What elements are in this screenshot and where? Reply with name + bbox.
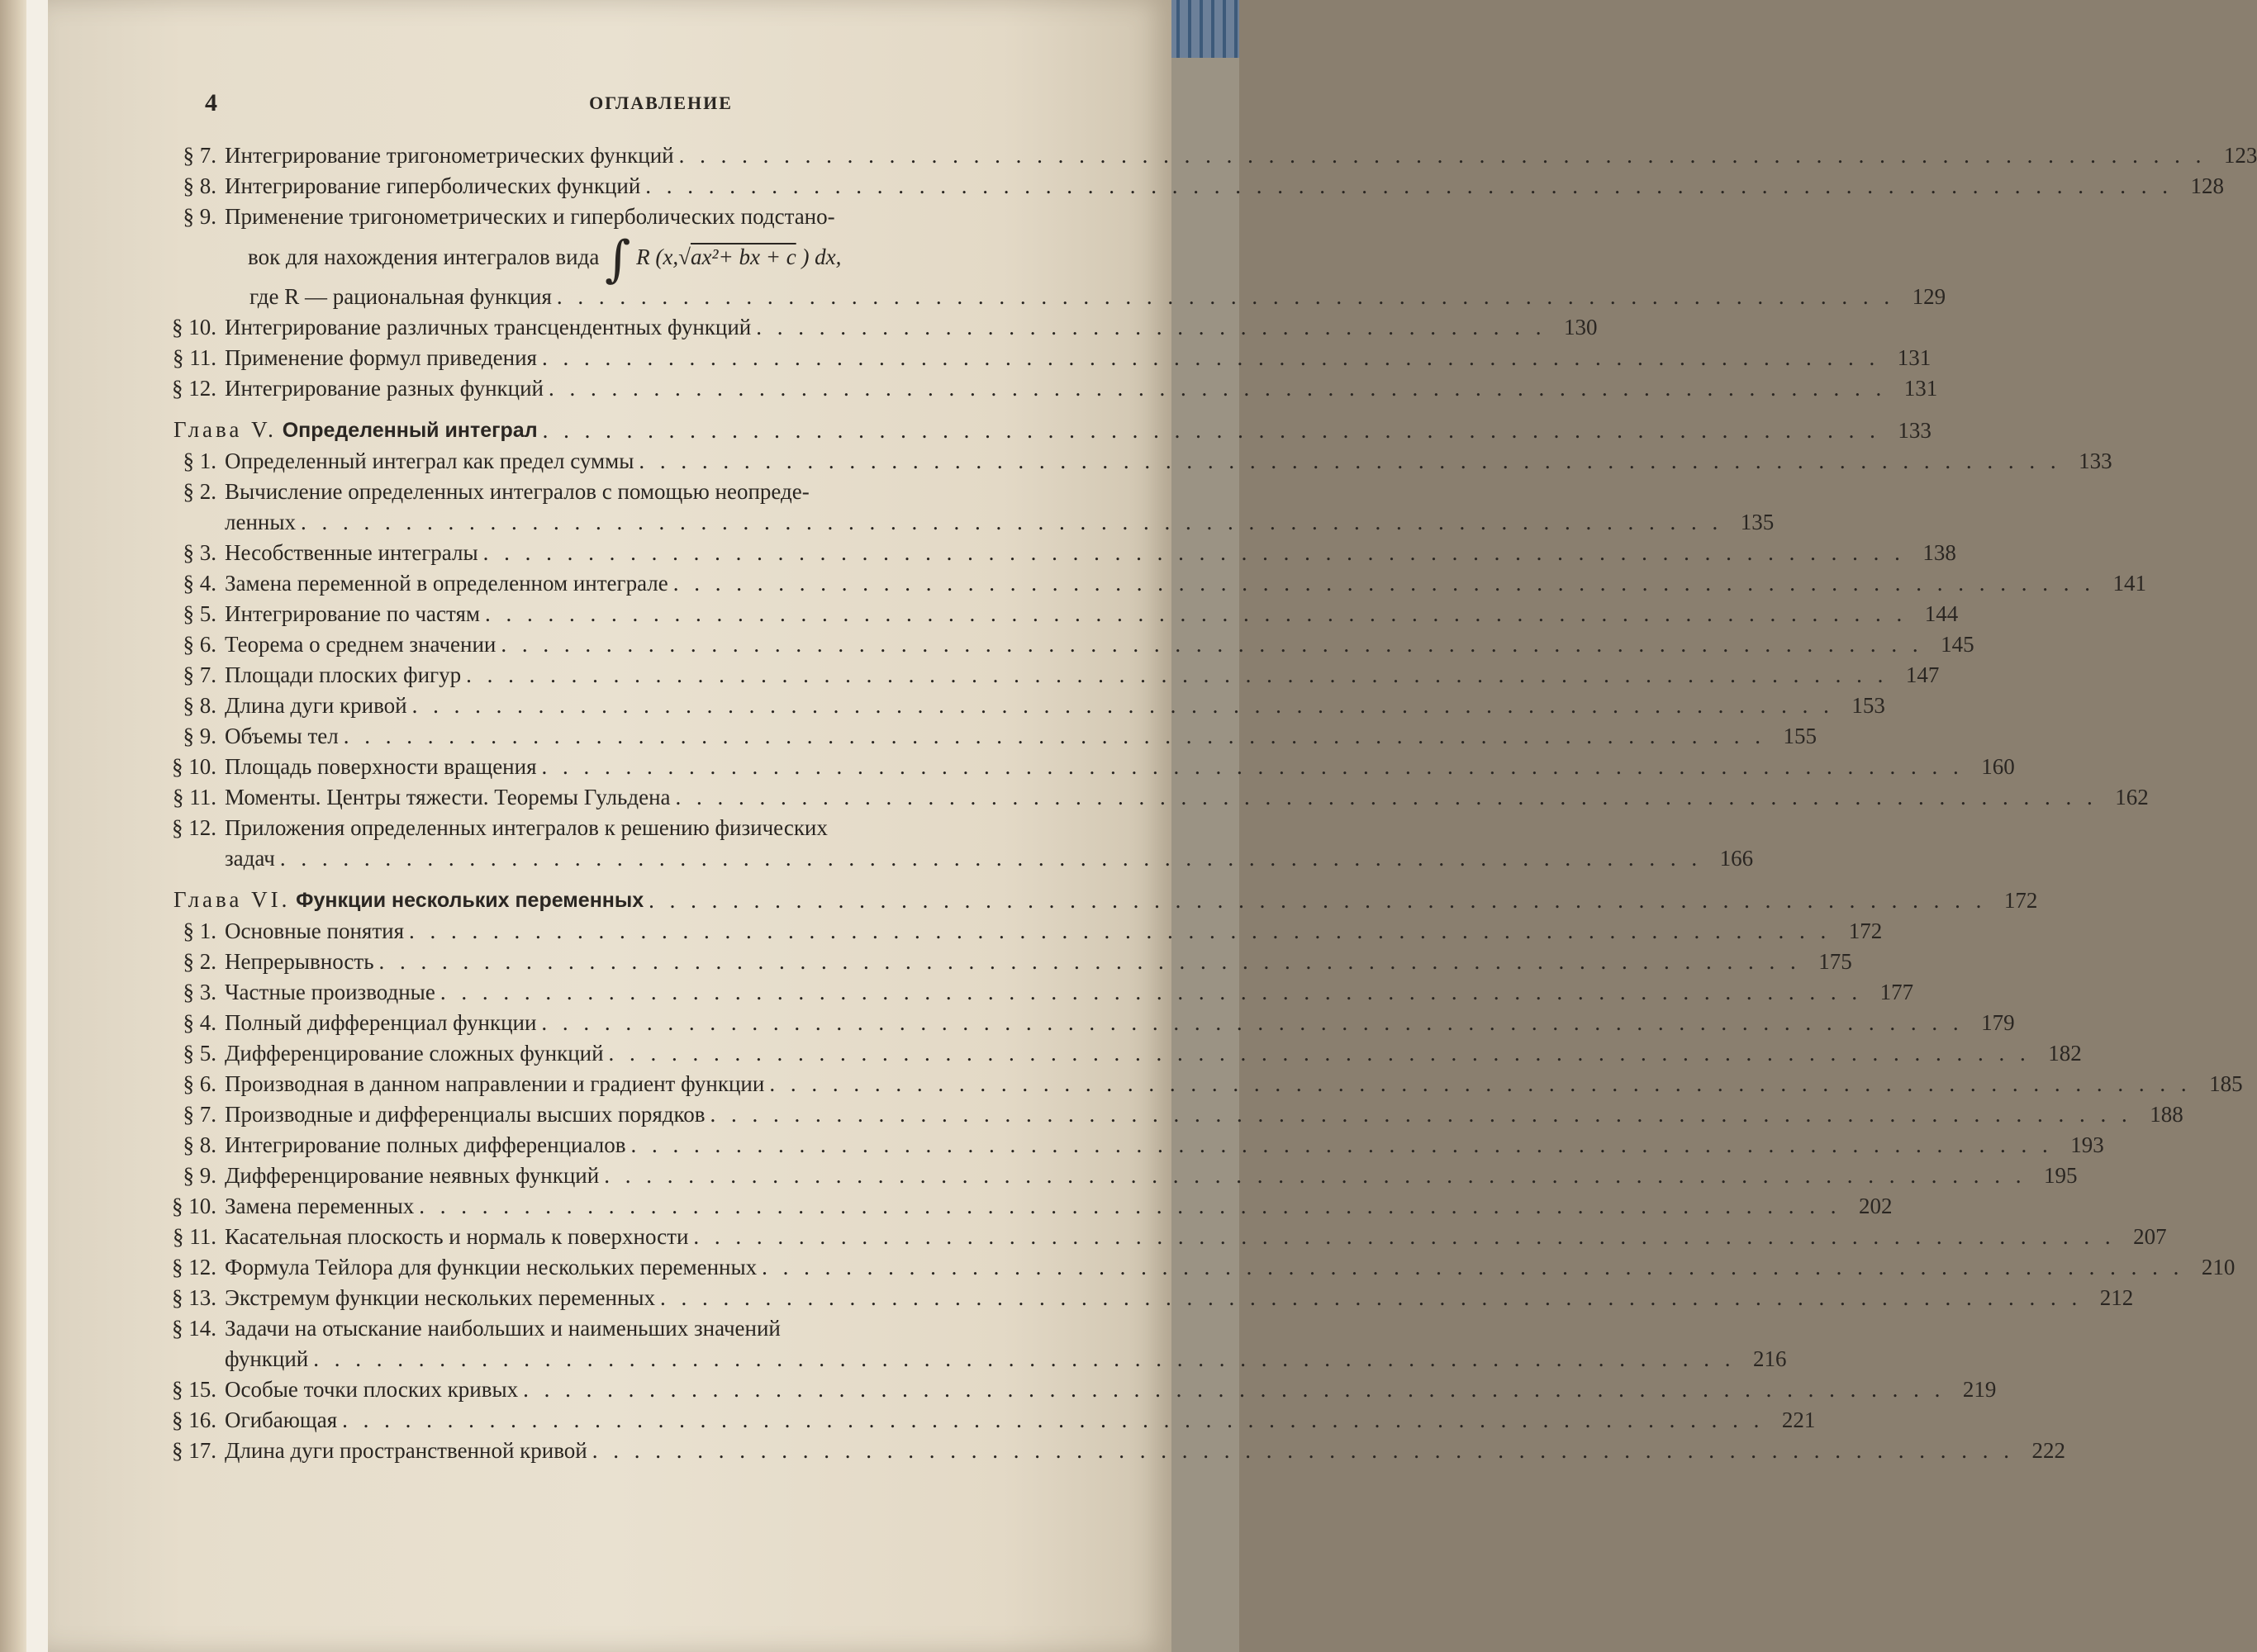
section-number: § 14. bbox=[172, 1316, 216, 1341]
toc-entry bbox=[149, 916, 1883, 947]
section-title: Приложения определенных интегралов к решению физических bbox=[225, 815, 828, 840]
section-number: § 9. bbox=[183, 204, 216, 229]
leader-dots: . . . . . . . . . . . . . . . . . . . . . . . . . . . . . . . . . . . . . . . . . . . . . . . . . . . . . . . . . . . . . . . . . . . . bbox=[411, 693, 1834, 718]
section-number: § 11. bbox=[173, 345, 216, 370]
page-header bbox=[198, 89, 1124, 122]
leader-dots: . . . . . . . . . . . . . . . . . . . . . . . . . . . . . . . . . . . . . . . . . . . . . . . . . . . . . . . . . . . . . . . . . . . . bbox=[419, 1194, 1841, 1218]
toc-entry bbox=[149, 813, 1124, 843]
radical-sign: √ bbox=[678, 244, 691, 269]
leader-dots: . . . . . . . . . . . . . . . . . . . . . . . . . . . . . . . . . . . . . . . . . . . . . . . . . . . . . . . . . . . . . . . . bbox=[556, 284, 1895, 309]
section-number: § 17. bbox=[172, 1438, 216, 1463]
leader-dots: . . . . . . . . . . . . . . . . . . . . . . . . . . . . . . . . . . . . . . . . . . . . . . . . . . . . . . . . . . . . . . . . . . . . bbox=[378, 949, 1801, 974]
toc-entry bbox=[149, 1222, 2167, 1252]
leader-dots: . . . . . . . . . . . . . . . . . . . . . . . . . . . . . . . . . . . . . . . . . . . . . . . . . . . . . . . . . . . . . . . . . . . . bbox=[301, 510, 1723, 534]
section-number: § 4. bbox=[183, 571, 216, 596]
toc-entry bbox=[149, 1130, 2104, 1161]
page-ref: 175 bbox=[1818, 949, 1852, 974]
leader-dots: . . . . . . . . . . . . . . . . . . . . . . . . . . . . . . . . . . . . . . bbox=[756, 315, 1547, 339]
toc-entry bbox=[149, 1283, 2134, 1313]
page-ref: 212 bbox=[2099, 1285, 2134, 1310]
section-number: § 7. bbox=[183, 143, 216, 168]
toc-entry bbox=[149, 629, 1974, 660]
background-pattern bbox=[1165, 0, 1239, 58]
page-ref: 123 bbox=[2223, 143, 2257, 168]
toc-entry bbox=[149, 1374, 1997, 1405]
chapter-heading bbox=[149, 885, 2038, 916]
section-number: § 10. bbox=[172, 1194, 216, 1218]
leader-dots: . . . . . . . . . . . . . . . . . . . . . . . . . . . . . . . . . . . . . . . . . . . . . . . . . . . . . . . . . . . . . . . . . . . . bbox=[541, 754, 1964, 779]
section-number: § 16. bbox=[172, 1408, 216, 1432]
section-number: § 6. bbox=[183, 632, 216, 657]
section-number: § 2. bbox=[183, 479, 216, 504]
section-number: § 12. bbox=[172, 1255, 216, 1279]
chapter5-sections bbox=[149, 446, 2149, 874]
toc-entry bbox=[149, 477, 1124, 507]
page-ref: 155 bbox=[1783, 724, 1817, 748]
leader-dots: . . . . . . . . . . . . . . . . . . . . . . . . . . . . . . . . . . . . . . . . . . . . . . . . . . . . . . . . . . . . . . . . . . . . bbox=[604, 1163, 2027, 1188]
section-title-continued: ленных bbox=[225, 510, 296, 534]
leader-dots: . . . . . . . . . . . . . . . . . . . . . . . . . . . . . . . . . . . . . . . . . . . . . . . . . . . . . . . . . . . . . . . . . . . . bbox=[541, 1010, 1964, 1035]
page-ref: 130 bbox=[1563, 315, 1598, 339]
section-title-continued: где R — рациональная функция bbox=[249, 284, 552, 309]
section-title: Частные производные bbox=[225, 980, 435, 1004]
toc-entry bbox=[149, 343, 1932, 373]
section-title: Моменты. Центры тяжести. Теоремы Гульдена bbox=[225, 785, 671, 809]
section-title: Теорема о среднем значении bbox=[225, 632, 497, 657]
page-ref: 144 bbox=[1924, 601, 1959, 626]
page-ref: 221 bbox=[1781, 1408, 1816, 1432]
page-ref: 188 bbox=[2150, 1102, 2183, 1127]
section-number: § 4. bbox=[183, 1010, 216, 1035]
section-title: Касательная плоскость и нормаль к поверхности bbox=[225, 1224, 689, 1249]
section-title: Площадь поверхности вращения bbox=[225, 754, 537, 779]
section-number: § 8. bbox=[183, 1132, 216, 1157]
section-title: Применение формул приведения bbox=[225, 345, 537, 370]
toc-entry bbox=[149, 373, 1938, 404]
section-title: Интегрирование различных трансцендентных функций bbox=[225, 315, 752, 339]
toc-entry bbox=[149, 691, 1885, 721]
leader-dots: . . . . . . . . . . . . . . . . . . . . . . . . . . . . . . . . . . . . . . . . . . . . . . . . . . . . . . . . . . . . . . . . . . . . bbox=[630, 1132, 2053, 1157]
toc-entry-continued bbox=[149, 282, 1946, 312]
page-ref: 131 bbox=[1903, 376, 1938, 401]
section-number: § 7. bbox=[183, 1102, 216, 1127]
page-ref: 138 bbox=[1922, 540, 1956, 565]
leader-dots: . . . . . . . . . . . . . . . . . . . . . . . . . . . . . . . . . . . . . . . . . . . . . . . . . . . . . . . . . . . . . . . . . . . . . . . . . bbox=[678, 143, 2207, 168]
section-number: § 6. bbox=[183, 1071, 216, 1096]
leader-dots: . . . . . . . . . . . . . . . . . . . . . . . . . . . . . . . . . . . . . . . . . . . . . . . . . . . . . . . . . . . . . . . . . . . . bbox=[660, 1285, 2083, 1310]
toc-entry bbox=[149, 202, 1124, 232]
section-title: Площади плоских фигур bbox=[225, 662, 462, 687]
page-ref: 219 bbox=[1962, 1377, 1997, 1402]
page-number: 4 bbox=[205, 89, 217, 116]
section-number: § 8. bbox=[183, 693, 216, 718]
integral-sign: ∫ bbox=[605, 230, 631, 288]
toc-entry bbox=[149, 782, 2149, 813]
page-ref: 179 bbox=[1981, 1010, 2015, 1035]
toc-entry bbox=[149, 171, 2225, 202]
toc-entry bbox=[149, 568, 2147, 599]
toc-entry bbox=[149, 1191, 1893, 1222]
leader-dots: . . . . . . . . . . . . . . . . . . . . . . . . . . . . . . . . . . . . . . . . . . . . . . . . . . . . . . . . . . . . . . . . . . . . bbox=[675, 785, 2098, 809]
leader-dots: . . . . . . . . . . . . . . . . . . . . . . . . . . . . . . . . . . . . . . . . . . . . . . . . . . . . . . . . . . . . . . . . . . . . bbox=[769, 1071, 2192, 1096]
page-ref: 128 bbox=[2190, 173, 2225, 198]
section-title: Экстремум функции нескольких переменных bbox=[225, 1285, 656, 1310]
section-title-continued: функций bbox=[225, 1346, 309, 1371]
section-title: Дифференцирование неявных функций bbox=[225, 1163, 600, 1188]
toc-entry bbox=[149, 1405, 1816, 1436]
leader-dots: . . . . . . . . . . . . . . . . . . . . . . . . . . . . . . . . . . . . . . . . . . . . . . . . . . . . . . . . . . . . . . . . . . . . bbox=[501, 632, 1923, 657]
page-ref: 133 bbox=[1898, 418, 1932, 443]
leader-dots: . . . . . . . . . . . . . . . . . . . . . . . . . . . . . . . . . . . . . . . . . . . . . . . . . . . . . . . . . . . . . . . . . . . . bbox=[466, 662, 1889, 687]
section-title: Определенный интеграл как предел суммы bbox=[225, 449, 634, 473]
section-number: § 5. bbox=[183, 601, 216, 626]
page-ref: 166 bbox=[1719, 846, 1754, 871]
section-title: Задачи на отыскание наибольших и наименьших значений bbox=[225, 1316, 781, 1341]
leader-dots: . . . . . . . . . . . . . . . . . . . . . . . . . . . . . . . . . . . . . . . . . . . . . . . . . . . . . . . . . . . . . . . . . . . . bbox=[484, 601, 1908, 626]
leader-dots: . . . . . . . . . . . . . . . . . . . . . . . . . . . . . . . . . . . . . . . . . . . . . . . . . . . . . . . . . . . . . . . . . . . . bbox=[343, 724, 1765, 748]
leader-dots: . . . . . . . . . . . . . . . . . . . . . . . . . . . . . . . . . . . . . . . . . . . . . . . . . . . . . . . . . . . . . . . . . . . . bbox=[672, 571, 2096, 596]
toc-entry bbox=[149, 1161, 2078, 1191]
section-title: Длина дуги кривой bbox=[225, 693, 407, 718]
page-ref: 207 bbox=[2133, 1224, 2167, 1249]
section-title: Несобственные интегралы bbox=[225, 540, 478, 565]
radicand: ax²+ bx + c bbox=[690, 244, 796, 269]
leader-dots: . . . . . . . . . . . . . . . . . . . . . . . . . . . . . . . . . . . . . . . . . . . . . . . . . . . . . . . . . . . . . . . . . . . . bbox=[440, 980, 1863, 1004]
page-ref: 195 bbox=[2043, 1163, 2078, 1188]
section-title: Длина дуги пространственной кривой bbox=[225, 1438, 587, 1463]
toc-entry bbox=[149, 312, 1598, 343]
leader-dots: . . . . . . . . . . . . . . . . . . . . . . . . . . . . . . . . . . . . . . . . . . . . . . . . . . . . . . . . . . . . . . . . . . . . bbox=[639, 449, 2061, 473]
toc-entry bbox=[149, 599, 1959, 629]
section-title: Интегрирование по частям bbox=[225, 601, 480, 626]
toc-entry-continued bbox=[149, 507, 1775, 538]
toc-entry bbox=[149, 1008, 2015, 1038]
page-ref: 131 bbox=[1897, 345, 1932, 370]
formula-open: (x, bbox=[655, 244, 679, 269]
section-number: § 1. bbox=[183, 449, 216, 473]
page-ref: 145 bbox=[1941, 632, 1974, 657]
leader-dots: . . . . . . . . . . . . . . . . . . . . . . . . . . . . . . . . . . . . . . . . . . . . . . . . . . . . . . . . . . . . . . . . bbox=[649, 888, 1987, 913]
leader-dots: . . . . . . . . . . . . . . . . . . . . . . . . . . . . . . . . . . . . . . . . . . . . . . . . . . . . . . . . . . . . . . . . bbox=[542, 418, 1880, 443]
section-title: Замена переменных bbox=[225, 1194, 415, 1218]
section-number: § 1. bbox=[183, 919, 216, 943]
leader-dots: . . . . . . . . . . . . . . . . . . . . . . . . . . . . . . . . . . . . . . . . . . . . . . . . . . . . . . . . . . . . . . . . . . . . bbox=[693, 1224, 2116, 1249]
toc-entry bbox=[149, 721, 1817, 752]
section-number: § 10. bbox=[172, 754, 216, 779]
section-number: § 9. bbox=[183, 724, 216, 748]
leader-dots: . . . . . . . . . . . . . . . . . . . . . . . . . . . . . . . . . . . . . . . . . . . . . . . . . . . . . . . . . . . . . . . . . . . . bbox=[710, 1102, 2132, 1127]
toc-entry bbox=[149, 1069, 2243, 1099]
section-title: Полный дифференциал функции bbox=[225, 1010, 537, 1035]
toc-entry-continued bbox=[149, 1344, 1787, 1374]
chapter-label: Глава VI. bbox=[173, 887, 291, 912]
page-ref: 129 bbox=[1912, 284, 1946, 309]
section-number: § 11. bbox=[173, 785, 216, 809]
section-title: Применение тригонометрических и гиперболических подстано- bbox=[225, 204, 835, 229]
toc-entry bbox=[149, 947, 1852, 977]
section-title: Замена переменной в определенном интеграле bbox=[225, 571, 668, 596]
section-number: § 12. bbox=[172, 376, 216, 401]
chapter-label: Глава V. bbox=[173, 417, 277, 442]
leader-dots: . . . . . . . . . . . . . . . . . . . . . . . . . . . . . . . . . . . . . . . . . . . . . . . . . . . . . . . . . . . . . . . . . . . . bbox=[523, 1377, 1946, 1402]
section-number: § 3. bbox=[183, 980, 216, 1004]
page-ref: 141 bbox=[2112, 571, 2147, 596]
section-number: § 7. bbox=[183, 662, 216, 687]
table-of-contents bbox=[149, 140, 2257, 1466]
section-number: § 12. bbox=[172, 815, 216, 840]
page-ref: 177 bbox=[1879, 980, 1914, 1004]
section-title: Интегрирование гиперболических функций bbox=[225, 173, 641, 198]
formula-close: ) dx, bbox=[801, 244, 842, 269]
toc-entry bbox=[149, 1436, 2065, 1466]
formula-r: R bbox=[636, 244, 650, 269]
toc-entry bbox=[149, 1252, 2236, 1283]
page-ref: 133 bbox=[2079, 449, 2112, 473]
page-ref: 172 bbox=[1848, 919, 1883, 943]
page-ref: 210 bbox=[2201, 1255, 2236, 1279]
section-number: § 15. bbox=[172, 1377, 216, 1402]
section-title: Производная в данном направлении и градиент функции bbox=[225, 1071, 765, 1096]
section-number: § 9. bbox=[183, 1163, 216, 1188]
chapter-title: Функции нескольких переменных bbox=[296, 889, 644, 912]
leader-dots: . . . . . . . . . . . . . . . . . . . . . . . . . . . . . . . . . . . . . . . . . . . . . . . . . . . . . . . . . . . . . . . . . . . . bbox=[482, 540, 1905, 565]
section-title: Объемы тел bbox=[225, 724, 339, 748]
section-title: Интегрирование тригонометрических функций bbox=[225, 143, 674, 168]
page-ref: 135 bbox=[1740, 510, 1775, 534]
section-title-continued: вок для нахождения интегралов вида bbox=[248, 244, 600, 269]
running-head: ОГЛАВЛЕНИЕ bbox=[589, 93, 733, 113]
section-title: Интегрирование разных функций bbox=[225, 376, 544, 401]
section-title: Основные понятия bbox=[225, 919, 404, 943]
section-title: Огибающая bbox=[225, 1408, 338, 1432]
section-title: Интегрирование полных дифференциалов bbox=[225, 1132, 626, 1157]
page-ref: 160 bbox=[1981, 754, 2015, 779]
leader-dots: . . . . . . . . . . . . . . . . . . . . . . . . . . . . . . . . . . . . . . . . . . . . . . . . . . . . . . . . . . . . . . . . bbox=[541, 345, 1880, 370]
page-ref: 193 bbox=[2070, 1132, 2104, 1157]
leader-dots: . . . . . . . . . . . . . . . . . . . . . . . . . . . . . . . . . . . . . . . . . . . . . . . . . . . . . . . . . . . . . . . . . . . . . . . . . bbox=[645, 173, 2174, 198]
page-ref: 172 bbox=[2003, 888, 2038, 913]
section-title: Формула Тейлора для функции нескольких переменных bbox=[225, 1255, 758, 1279]
page-ref: 147 bbox=[1905, 662, 1940, 687]
section-number: § 11. bbox=[173, 1224, 216, 1249]
section-title: Особые точки плоских кривых bbox=[225, 1377, 519, 1402]
page-ref: 153 bbox=[1851, 693, 1885, 718]
leader-dots: . . . . . . . . . . . . . . . . . . . . . . . . . . . . . . . . . . . . . . . . . . . . . . . . . . . . . . . . . . . . . . . . . . . . bbox=[342, 1408, 1765, 1432]
toc-entry bbox=[149, 1099, 2183, 1130]
formula-line bbox=[149, 230, 1124, 288]
toc-entry bbox=[149, 752, 2015, 782]
toc-entry-continued bbox=[149, 843, 1754, 874]
section-title-continued: задач bbox=[225, 846, 275, 871]
page-ref: 185 bbox=[2209, 1071, 2243, 1096]
chapter-title: Определенный интеграл bbox=[282, 419, 538, 442]
chapter6-sections bbox=[149, 916, 2243, 1466]
leader-dots: . . . . . . . . . . . . . . . . . . . . . . . . . . . . . . . . . . . . . . . . . . . . . . . . . . . . . . . . . . . . . . . . bbox=[549, 376, 1887, 401]
toc-entry bbox=[149, 660, 1940, 691]
toc-entry bbox=[149, 977, 1914, 1008]
section-number: § 8. bbox=[183, 173, 216, 198]
leader-dots: . . . . . . . . . . . . . . . . . . . . . . . . . . . . . . . . . . . . . . . . . . . . . . . . . . . . . . . . . . . . . . . . . . . . bbox=[313, 1346, 1736, 1371]
section-title: Вычисление определенных интегралов с помощью неопреде- bbox=[225, 479, 810, 504]
page-ref: 222 bbox=[2031, 1438, 2065, 1463]
section-title: Непрерывность bbox=[225, 949, 374, 974]
section-number: § 2. bbox=[183, 949, 216, 974]
leader-dots: . . . . . . . . . . . . . . . . . . . . . . . . . . . . . . . . . . . . . . . . . . . . . . . . . . . . . . . . . . . . . . . . . . . . bbox=[592, 1438, 2014, 1463]
section-number: § 3. bbox=[183, 540, 216, 565]
page-ref: 162 bbox=[2115, 785, 2149, 809]
leader-dots: . . . . . . . . . . . . . . . . . . . . . . . . . . . . . . . . . . . . . . . . . . . . . . . . . . . . . . . . . . . . . . . . . . . . bbox=[762, 1255, 2184, 1279]
toc-entry bbox=[149, 1038, 2082, 1069]
section-number: § 10. bbox=[172, 315, 216, 339]
leader-dots: . . . . . . . . . . . . . . . . . . . . . . . . . . . . . . . . . . . . . . . . . . . . . . . . . . . . . . . . . . . . . . . . . . . . bbox=[279, 846, 1703, 871]
page-ref: 182 bbox=[2048, 1041, 2082, 1066]
toc-entry bbox=[149, 1313, 1124, 1344]
leader-dots: . . . . . . . . . . . . . . . . . . . . . . . . . . . . . . . . . . . . . . . . . . . . . . . . . . . . . . . . . . . . . . . . . . . . bbox=[608, 1041, 2031, 1066]
page-ref: 202 bbox=[1859, 1194, 1893, 1218]
section-title: Производные и дифференциалы высших порядков bbox=[225, 1102, 706, 1127]
toc-entry bbox=[149, 140, 2257, 171]
leader-dots: . . . . . . . . . . . . . . . . . . . . . . . . . . . . . . . . . . . . . . . . . . . . . . . . . . . . . . . . . . . . . . . . . . . . bbox=[409, 919, 1832, 943]
section-number: § 13. bbox=[172, 1285, 216, 1310]
chapter-heading bbox=[149, 415, 1932, 446]
page-ref: 216 bbox=[1753, 1346, 1787, 1371]
toc-entry bbox=[149, 446, 2112, 477]
toc-entry bbox=[149, 538, 1956, 568]
section-number: § 5. bbox=[183, 1041, 216, 1066]
section-title: Дифференцирование сложных функций bbox=[225, 1041, 604, 1066]
